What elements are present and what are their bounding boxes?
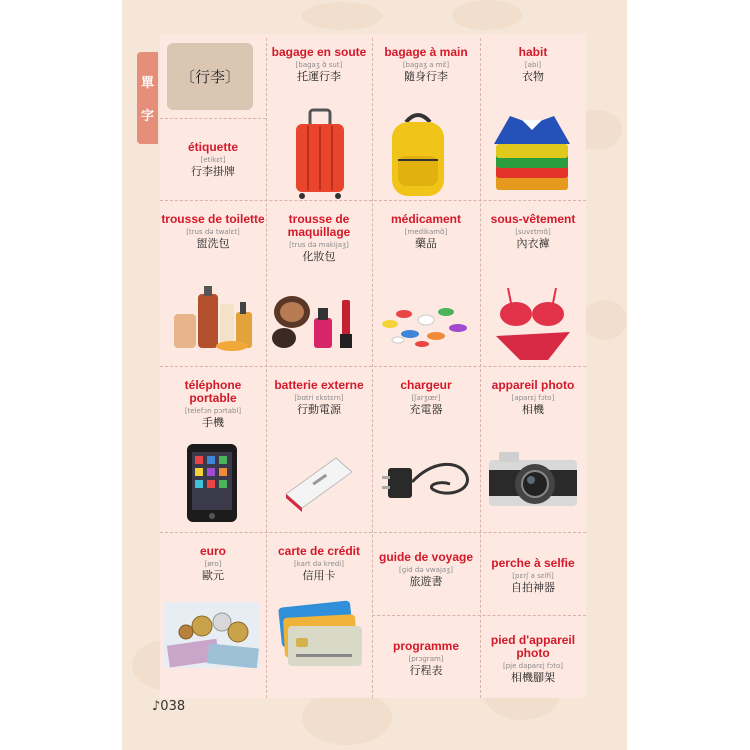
divider bbox=[160, 200, 586, 201]
camera-icon bbox=[487, 448, 579, 510]
chinese-word: 行李掛牌 bbox=[191, 165, 235, 178]
page-number bbox=[152, 699, 185, 714]
chinese-word: 盥洗包 bbox=[196, 237, 230, 250]
chinese-word: 相機 bbox=[522, 403, 544, 416]
word-card bbox=[480, 213, 586, 251]
pronunciation: [pje daparɛj fɔto] bbox=[502, 662, 564, 670]
french-word: bagage en soute bbox=[271, 45, 367, 59]
chinese-word: 行動電源 bbox=[297, 403, 341, 416]
word-card bbox=[372, 46, 480, 84]
word-card bbox=[480, 634, 586, 685]
pills-icon bbox=[378, 294, 474, 350]
suitcase-icon bbox=[292, 108, 348, 200]
pronunciation: [prɔgram] bbox=[408, 655, 444, 663]
chinese-word: 托運行李 bbox=[297, 70, 341, 83]
chinese-word: 歐元 bbox=[202, 569, 224, 582]
french-word: programme bbox=[392, 639, 460, 653]
chinese-word: 旅遊書 bbox=[409, 575, 443, 588]
chinese-word: 自拍神器 bbox=[511, 581, 555, 594]
pronunciation: [medikamɑ̃] bbox=[404, 228, 448, 236]
word-card bbox=[266, 379, 372, 417]
pronunciation: [aparɛj fɔto] bbox=[511, 394, 555, 402]
makeup-icon bbox=[270, 290, 362, 352]
pronunciation: [øro] bbox=[204, 560, 222, 568]
pronunciation: [suvɛtmɑ̃] bbox=[515, 228, 551, 236]
chinese-word: 行程表 bbox=[409, 664, 443, 677]
chinese-word: 藥品 bbox=[415, 237, 437, 250]
french-word: trousse de toilette bbox=[161, 212, 265, 226]
french-word: pied d'appareil photo bbox=[490, 633, 576, 660]
lingerie-icon bbox=[490, 280, 576, 364]
toiletries-icon bbox=[170, 284, 256, 352]
pronunciation: [trus də makijaʒ] bbox=[289, 241, 349, 249]
pronunciation: [ʃarʒœr] bbox=[411, 394, 441, 402]
divider bbox=[160, 366, 586, 367]
pronunciation: [bɑtri ɛkstɛrn] bbox=[294, 394, 344, 402]
section-tab bbox=[137, 52, 158, 144]
pronunciation: [trus də twalɛt] bbox=[186, 228, 240, 236]
divider bbox=[480, 38, 481, 698]
french-word: médicament bbox=[390, 212, 462, 226]
divider bbox=[266, 38, 267, 698]
section-tab-char-2: 字 bbox=[140, 109, 154, 124]
word-card bbox=[372, 640, 480, 678]
category-title: 〔行李〕 bbox=[167, 43, 253, 110]
pronunciation: [etikɛt] bbox=[200, 156, 226, 164]
word-card bbox=[372, 551, 480, 589]
divider bbox=[372, 615, 586, 616]
chinese-word: 隨身行李 bbox=[404, 70, 448, 83]
french-word: euro bbox=[199, 544, 226, 558]
pronunciation: [gid də vwajaʒ] bbox=[399, 566, 453, 574]
pronunciation: [bagaʒ ɑ̃ sut] bbox=[295, 61, 343, 69]
word-card bbox=[160, 379, 266, 430]
french-word: appareil photo bbox=[491, 378, 575, 392]
chinese-word: 內衣褲 bbox=[516, 237, 550, 250]
divider bbox=[372, 38, 373, 698]
french-word: perche à selfie bbox=[491, 556, 575, 570]
word-card bbox=[480, 46, 586, 84]
chinese-word: 手機 bbox=[202, 416, 224, 429]
word-card bbox=[266, 545, 372, 583]
clothes-icon bbox=[490, 110, 574, 194]
word-card bbox=[372, 213, 480, 251]
chinese-word: 化妝包 bbox=[302, 250, 336, 263]
word-card bbox=[480, 379, 586, 417]
phone-icon bbox=[185, 442, 239, 524]
chinese-word: 充電器 bbox=[409, 403, 443, 416]
french-word: chargeur bbox=[400, 378, 452, 392]
french-word: bagage à main bbox=[384, 45, 468, 59]
pronunciation: [pɛrʃ a sɛlfi] bbox=[512, 572, 554, 580]
section-tab-char-1: 單 bbox=[140, 76, 154, 91]
music-note-icon: ♪ bbox=[152, 699, 161, 714]
chinese-word: 相機腳架 bbox=[511, 671, 555, 684]
chinese-word: 衣物 bbox=[522, 70, 544, 83]
french-word: guide de voyage bbox=[378, 550, 474, 564]
chinese-word: 信用卡 bbox=[302, 569, 336, 582]
french-word: batterie externe bbox=[274, 378, 364, 392]
page-number-value: 038 bbox=[160, 699, 186, 714]
word-card bbox=[372, 379, 480, 417]
french-word: carte de crédit bbox=[277, 544, 361, 558]
credit-card-icon bbox=[272, 598, 368, 668]
word-card bbox=[160, 545, 266, 583]
pronunciation: [bagaʒ a mɛ̃] bbox=[402, 61, 450, 69]
word-card bbox=[480, 557, 586, 595]
word-card bbox=[266, 46, 372, 84]
french-word: téléphone portable bbox=[184, 378, 242, 405]
french-word: sous-vêtement bbox=[490, 212, 576, 226]
divider bbox=[160, 118, 266, 119]
pronunciation: [kart də kredi] bbox=[294, 560, 344, 568]
backpack-icon bbox=[384, 108, 452, 200]
french-word: trousse de maquillage bbox=[287, 212, 351, 239]
word-card bbox=[266, 213, 372, 264]
pronunciation: [abi] bbox=[524, 61, 542, 69]
divider bbox=[160, 532, 586, 533]
charger-icon bbox=[378, 450, 476, 508]
word-card bbox=[160, 213, 266, 251]
pronunciation: [telefɔn pɔrtabl] bbox=[184, 407, 242, 415]
euro-money-icon bbox=[164, 602, 260, 668]
french-word: étiquette bbox=[187, 140, 238, 154]
french-word: habit bbox=[518, 45, 548, 59]
powerbank-icon bbox=[282, 450, 356, 512]
word-card bbox=[160, 141, 266, 179]
